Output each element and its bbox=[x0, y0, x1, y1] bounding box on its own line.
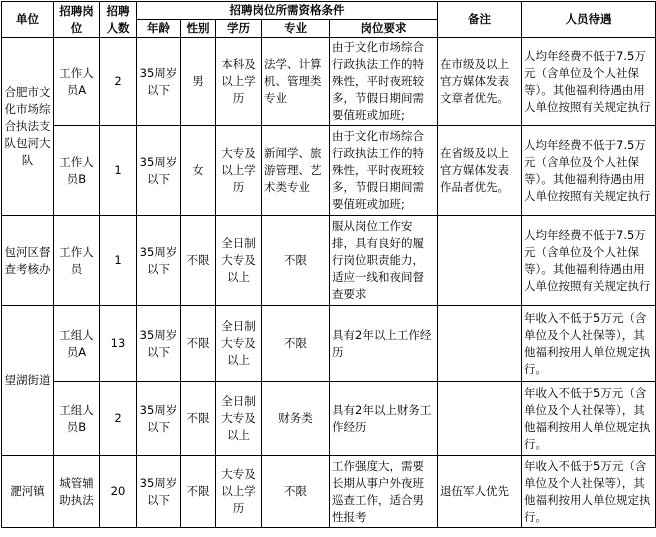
age-cell: 35周岁以下 bbox=[137, 216, 181, 306]
count-cell: 2 bbox=[100, 38, 137, 126]
age-cell: 35周岁以下 bbox=[137, 126, 181, 216]
unit-cell: 合肥市文化市场综合执法支队包河大队 bbox=[2, 38, 54, 216]
benefit-cell: 人均年经费不低于7.5万元（含单位及个人社保等）。其他福利待遇由用人单位按照有关规定执行 bbox=[522, 38, 656, 126]
gender-cell: 不限 bbox=[181, 456, 216, 528]
age-cell: 35周岁以下 bbox=[137, 306, 181, 382]
header-benefit: 人员待遇 bbox=[522, 2, 656, 38]
count-cell: 1 bbox=[100, 126, 137, 216]
requirement-cell: 具有2年以上财务工作经历 bbox=[330, 382, 438, 456]
note-cell: 在市级及以上官方媒体发表文章者优先。 bbox=[438, 38, 522, 126]
header-gender: 性别 bbox=[181, 20, 216, 38]
gender-cell: 不限 bbox=[181, 216, 216, 306]
major-cell: 不限 bbox=[262, 456, 330, 528]
count-cell: 20 bbox=[100, 456, 137, 528]
major-cell: 新闻学、旅游管理、艺术类专业 bbox=[262, 126, 330, 216]
note-cell bbox=[438, 216, 522, 306]
note-cell: 在省级及以上官方媒体发表作品者优先。 bbox=[438, 126, 522, 216]
position-cell: 城管辅助执法 bbox=[54, 456, 100, 528]
requirement-cell: 服从岗位工作安排，具有良好的履行岗位职责能力，适应一线和夜间督查要求 bbox=[330, 216, 438, 306]
requirement-cell: 由于文化市场综合行政执法工作的特殊性，平时夜班较多，节假日期间需要值班或加班; bbox=[330, 126, 438, 216]
header-count: 招聘人数 bbox=[100, 2, 137, 38]
header-major: 专业 bbox=[262, 20, 330, 38]
position-cell: 工组人员A bbox=[54, 306, 100, 382]
unit-cell: 包河区督查考核办 bbox=[2, 216, 54, 306]
major-cell: 财务类 bbox=[262, 382, 330, 456]
position-cell: 工作人员A bbox=[54, 38, 100, 126]
position-cell: 工组人员B bbox=[54, 382, 100, 456]
gender-cell: 男 bbox=[181, 38, 216, 126]
table-row bbox=[2, 306, 656, 382]
header-unit: 单位 bbox=[2, 2, 54, 38]
header-education: 学历 bbox=[216, 20, 262, 38]
header-note: 备注 bbox=[438, 2, 522, 38]
education-cell: 大专及以上学历 bbox=[216, 456, 262, 528]
age-cell: 35周岁以下 bbox=[137, 456, 181, 528]
major-cell: 不限 bbox=[262, 216, 330, 306]
education-cell: 全日制大专及以上 bbox=[216, 216, 262, 306]
gender-cell: 不限 bbox=[181, 382, 216, 456]
table-row bbox=[2, 38, 656, 126]
unit-cell: 淝河镇 bbox=[2, 456, 54, 528]
major-cell: 不限 bbox=[262, 306, 330, 382]
age-cell: 35周岁以下 bbox=[137, 38, 181, 126]
note-cell bbox=[438, 382, 522, 456]
count-cell: 13 bbox=[100, 306, 137, 382]
note-cell: 退伍军人优先 bbox=[438, 456, 522, 528]
table-row bbox=[2, 126, 656, 216]
position-cell: 工作人员 bbox=[54, 216, 100, 306]
recruitment-table bbox=[1, 1, 656, 528]
position-cell: 工作人员B bbox=[54, 126, 100, 216]
count-cell: 1 bbox=[100, 216, 137, 306]
header-conditions: 招聘岗位所需资格条件 bbox=[137, 2, 438, 20]
education-cell: 大专及以上学历 bbox=[216, 126, 262, 216]
requirement-cell: 工作强度大，需要长期从事户外夜班巡查工作，适合男性报考 bbox=[330, 456, 438, 528]
age-cell: 35周岁以下 bbox=[137, 382, 181, 456]
benefit-cell: 人均年经费不低于7.5万元（含单位及个人社保等）。其他福利待遇由用人单位按照有关规定执行 bbox=[522, 216, 656, 306]
header-row-1 bbox=[2, 2, 656, 20]
header-requirement: 岗位要求 bbox=[330, 20, 438, 38]
count-cell: 2 bbox=[100, 382, 137, 456]
table-row bbox=[2, 216, 656, 306]
requirement-cell: 具有2年以上工作经历 bbox=[330, 306, 438, 382]
requirement-cell: 由于文化市场综合行政执法工作的特殊性，平时夜班较多，节假日期间需要值班或加班; bbox=[330, 38, 438, 126]
education-cell: 全日制大专及以上 bbox=[216, 306, 262, 382]
benefit-cell: 年收入不低于5万元（含单位及个人社保等），其他福利按用人单位规定执行。 bbox=[522, 306, 656, 382]
benefit-cell: 年收入不低于5万元（含单位及个人社保等），其他福利按用人单位规定执行。 bbox=[522, 456, 656, 528]
education-cell: 全日制大专及以上 bbox=[216, 382, 262, 456]
gender-cell: 女 bbox=[181, 126, 216, 216]
table-row bbox=[2, 456, 656, 528]
gender-cell: 不限 bbox=[181, 306, 216, 382]
education-cell: 本科及以上学历 bbox=[216, 38, 262, 126]
note-cell bbox=[438, 306, 522, 382]
benefit-cell: 年收入不低于5万元（含单位及个人社保等），其他福利按用人单位规定执行。 bbox=[522, 382, 656, 456]
header-age: 年龄 bbox=[137, 20, 181, 38]
unit-cell: 望湖街道 bbox=[2, 306, 54, 456]
benefit-cell: 人均年经费不低于7.5万元（含单位及个人社保等）。其他福利待遇由用人单位按照有关规定执行 bbox=[522, 126, 656, 216]
major-cell: 法学、计算机、管理类专业 bbox=[262, 38, 330, 126]
header-position: 招聘岗位 bbox=[54, 2, 100, 38]
table-row bbox=[2, 382, 656, 456]
